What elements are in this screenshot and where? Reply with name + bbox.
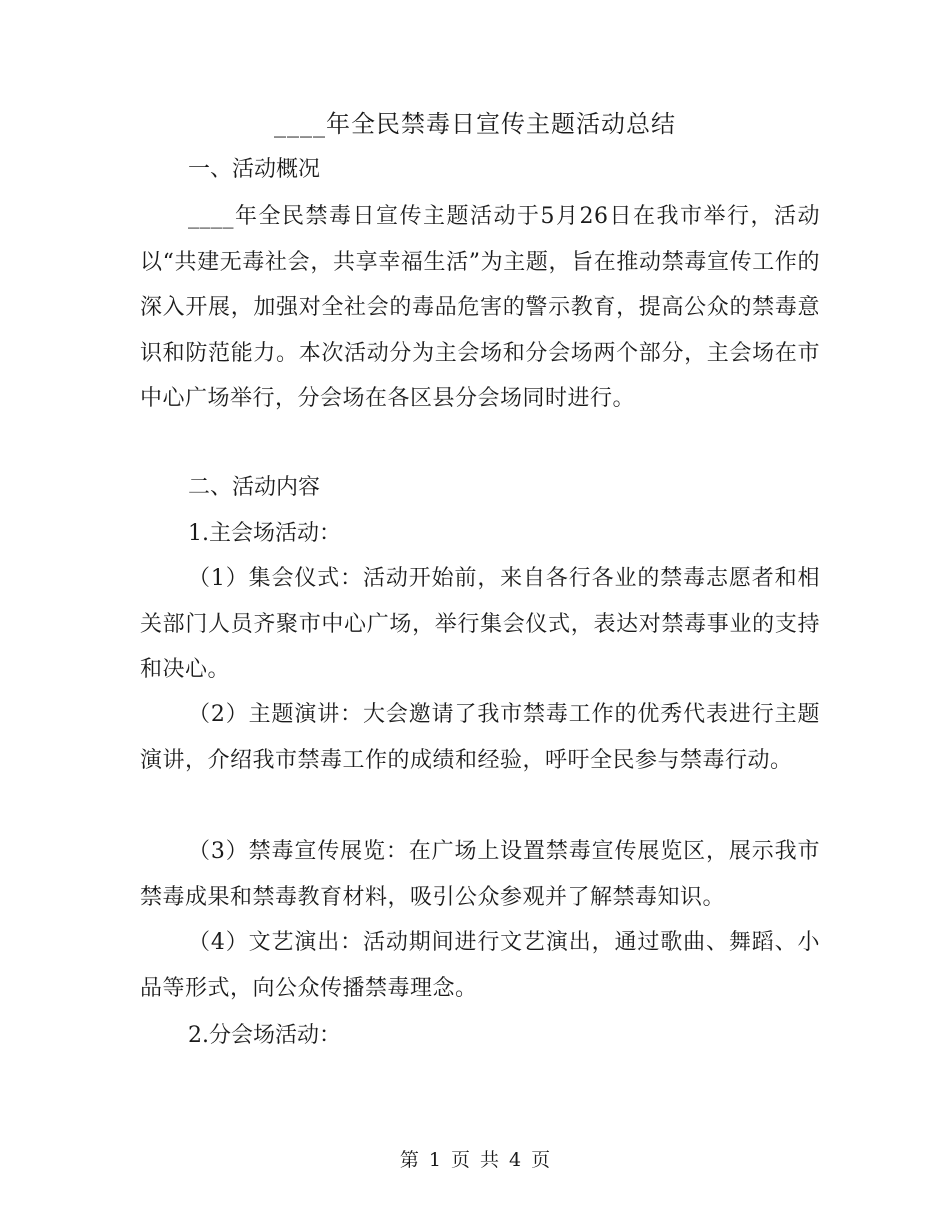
subheading-main-venue: 1.主会场活动： — [188, 521, 341, 546]
document-title: ____年全民禁毒日宣传主题活动总结 — [274, 110, 676, 138]
page-number: 第 1 页 共 4 页 — [399, 1149, 551, 1171]
paragraph-overview: ____年全民禁毒日宣传主题活动于5月26日在我市举行，活动以“共建无毒社会，共享幸福生活”为主题，旨在推动禁毒宣传工作的深入开展，加强对全社会的毒品危害的警示教育，提高公众的禁毒意识和防范能力。本次活动分为主会场和分会场两个部分，主会场在市中心广场举行，分会场在各区县分会场同时进行。 — [140, 204, 820, 412]
section-heading-content: 二、活动内容 — [188, 475, 321, 500]
list-item-performance: （4）文艺演出：活动期间进行文艺演出，通过歌曲、舞蹈、小品等形式，向公众传播禁毒理念。 — [140, 930, 820, 1001]
list-item-exhibition: （3）禁毒宣传展览：在广场上设置禁毒宣传展览区，展示我市禁毒成果和禁毒教育材料，吸引公众参观并了解禁毒知识。 — [140, 839, 820, 910]
section-heading-overview: 一、活动概况 — [188, 157, 321, 182]
subheading-branch-venue: 2.分会场活动： — [188, 1023, 341, 1048]
list-item-speech: （2）主题演讲：大会邀请了我市禁毒工作的优秀代表进行主题演讲，介绍我市禁毒工作的成绩和经验，呼吁全民参与禁毒行动。 — [140, 702, 820, 773]
list-item-rally: （1）集会仪式：活动开始前，来自各行各业的禁毒志愿者和相关部门人员齐聚市中心广场，举行集会仪式，表达对禁毒事业的支持和决心。 — [140, 566, 820, 683]
